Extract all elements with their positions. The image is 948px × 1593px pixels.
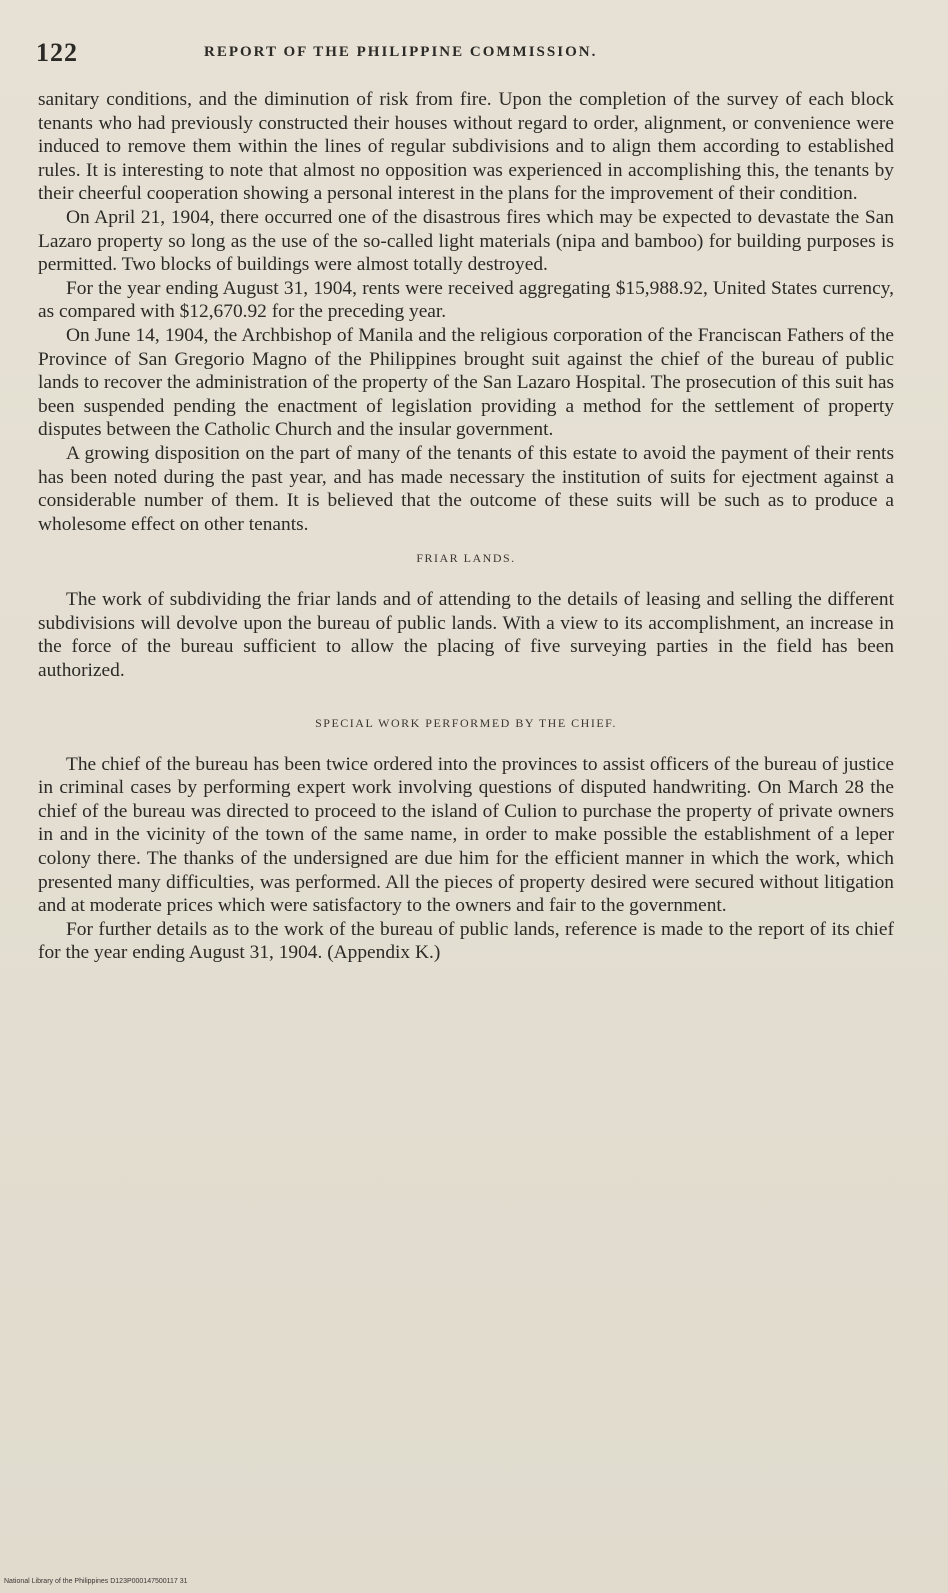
paragraph-tenants: A growing disposition on the part of many of the tenants of this estate to avoid the payment of their rents has been noted during the past year, and has made necessary the institution of suits for ejectment against a considerable number of them. It is believed that the outcome of these suits will be such as to produce a wholesome effect on other tenants. — [38, 442, 894, 535]
paragraph-friar-lands: The work of subdividing the friar lands and of attending to the details of leasing and selling the different subdivisions will devolve upon the bureau of public lands. With a view to its accomplishment, an increase in the force of the bureau sufficient to allow the placing of five surveying parties in the field has been authorized. — [38, 589, 894, 682]
paragraph-april-fire: On April 21, 1904, there occurred one of the disastrous fires which may be expected to devastate the San Lazaro property so long as the use of the so-called light materials (nipa and bamboo) for building purposes is permitted. Two blocks of buildings were almost totally destroyed. — [38, 206, 894, 276]
paragraph-special-work: The chief of the bureau has been twice ordered into the provinces to assist officers of the bureau of justice in criminal cases by performing expert work involving questions of disputed handwriting. On March 28 the chief of the bureau was directed to proceed to the island of Culion to purchase the property of private owners in and in the vicinity of the town of the same name, in order to make possible the establishment of a leper colony there. The thanks of the undersigned are due him for the efficient manner in which the work, which presented many difficulties, was performed. All the pieces of property desired were secured without litigation and at moderate prices which were satisfactory to the owners and fair to the government. — [38, 753, 894, 917]
page-header — [36, 38, 916, 68]
paragraph-lawsuit: On June 14, 1904, the Archbishop of Manila and the religious corporation of the Franciscan Fathers of the Province of San Gregorio Magno of the Philippines brought suit against the chief of the bureau of public lands to recover the administration of the property of the San Lazaro Hospital. The prosecution of this suit has been suspended pending the enactment of legislation providing a method for the settlement of property disputes between the Catholic Church and the insular government. — [38, 324, 894, 441]
page-number: 122 — [36, 38, 78, 67]
running-head: REPORT OF THE PHILIPPINE COMMISSION. — [204, 44, 598, 60]
paragraph-sanitary-conditions: sanitary conditions, and the diminution of risk from fire. Upon the completion of the survey of each block tenants who had previously constructed their houses without regard to order, alignment, or convenience were induced to remove them within the lines of regular subdivisions and to align them according to established rules. It is interesting to note that almost no opposition was experienced in accomplishing this, the tenants by their cheerful cooperation showing a personal interest in the plans for the improvement of their condition. — [38, 89, 894, 205]
paragraph-further-details: For further details as to the work of the bureau of public lands, reference is made to the report of its chief for the year ending August 31, 1904. (Appendix K.) — [38, 918, 894, 964]
section-heading-special-work: SPECIAL WORK PERFORMED BY THE CHIEF. — [315, 715, 617, 730]
library-footer: National Library of the Philippines D123P000147500117 31 — [4, 1578, 188, 1585]
body-text — [38, 88, 894, 965]
section-heading-friar-lands: FRIAR LANDS. — [416, 551, 516, 566]
paragraph-rents: For the year ending August 31, 1904, rents were received aggregating $15,988.92, United States currency, as compared with $12,670.92 for the preceding year. — [38, 277, 894, 323]
